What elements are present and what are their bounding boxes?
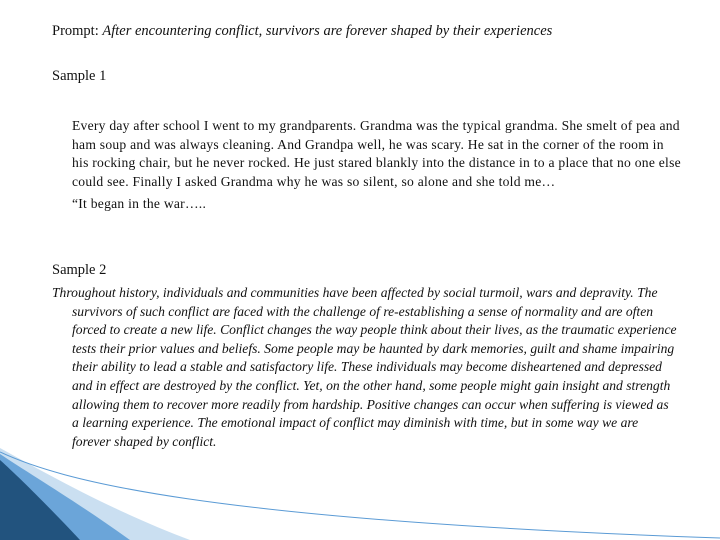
sample-1-heading: Sample 1	[52, 68, 107, 84]
sample-2-heading: Sample 2	[52, 262, 107, 278]
sample-1-paragraph: Every day after school I went to my grandparents. Grandma was the typical grandma. She smelt of pea and ham soup and was always cleaning. And Grandpa well, he was scary. He sat in the corner of the room in his rocking chair, but he never rocked. He just stared blankly into the distance in to a place that no one else could see. Finally I asked Grandma why he was so silent, so alone and she told me…	[72, 118, 681, 189]
decorative-swoosh	[0, 430, 720, 540]
sample-2-paragraph: Throughout history, individuals and communities have been affected by social turmoil, wars and depravity. The survivors of such conflict are faced with the challenge of re-establishing a sense of normality and are often forced to create a new life. Conflict changes the way people think about their lives, as the traumatic experience tests their prior values and beliefs. Some people may be haunted by dark memories, guilt and shame impairing their ability to lead a stable and satisfactory life. These individuals may become disheartened and depressed and in effect are destroyed by the conflict. Yet, on the other hand, some people might gain insight and strength allowing them to recover more readily from hardship. Positive changes can occur when suffering is viewed as a learning experience. The emotional impact of conflict may diminish with time, but in some way we are forever shaped by conflict.	[52, 285, 677, 449]
sample-1-body	[72, 117, 682, 214]
sample-1-quote: “It began in the war…..	[72, 196, 207, 212]
prompt-label: Prompt:	[52, 23, 99, 39]
prompt-text: After encountering conflict, survivors are forever shaped by their experiences	[102, 23, 553, 39]
prompt-line	[52, 22, 692, 40]
